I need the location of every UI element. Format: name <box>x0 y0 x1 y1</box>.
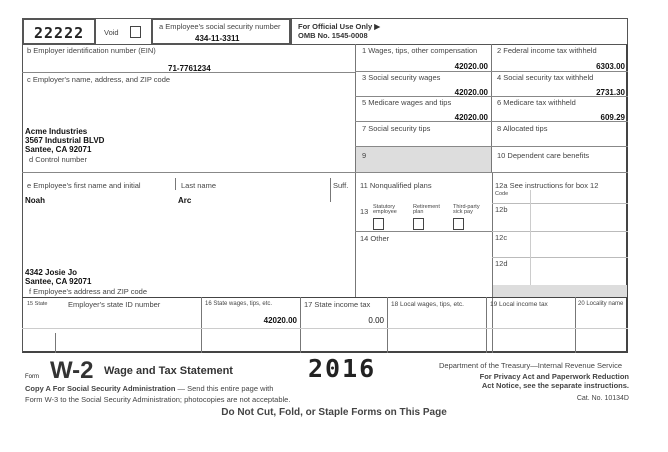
divider <box>201 297 202 353</box>
box7-label: 7 Social security tips <box>362 124 431 133</box>
box12-shaded <box>493 285 627 297</box>
box17-value[interactable]: 0.00 <box>368 316 384 325</box>
copy-a-label: Copy A For Social Security Administration <box>25 384 176 393</box>
box17-label: 17 State income tax <box>304 300 371 309</box>
divider <box>175 178 176 190</box>
box9-shaded <box>356 147 491 172</box>
do-not-cut-warning: Do Not Cut, Fold, or Staple Forms on This Page <box>221 407 447 418</box>
divider <box>491 44 492 172</box>
retirement-plan-label: Retirement plan <box>413 204 440 215</box>
employer-street[interactable]: 3567 Industrial BLVD <box>25 136 105 145</box>
official-use-label: For Official Use Only ▶ <box>298 22 381 31</box>
copy-a-text: — Send this entire page with <box>175 384 274 393</box>
box1-value[interactable]: 42020.00 <box>454 62 488 71</box>
employee-first-name[interactable]: Noah <box>25 196 45 205</box>
department-text: Department of the Treasury—Internal Revenue Service <box>439 361 623 370</box>
box14-label: 14 Other <box>360 234 390 243</box>
box3-label: 3 Social security wages <box>362 73 441 82</box>
box8-label: 8 Allocated tips <box>497 124 548 133</box>
divider <box>355 71 628 72</box>
employer-city[interactable]: Santee, CA 92071 <box>25 145 92 154</box>
ssn-value[interactable]: 434-11-3311 <box>195 34 240 43</box>
omb-number: OMB No. 1545-0008 <box>298 31 368 40</box>
form-code-box <box>22 18 96 45</box>
divider <box>55 333 56 353</box>
employee-last-name[interactable]: Arc <box>178 196 192 205</box>
divider <box>22 297 628 298</box>
employee-last-label: Last name <box>181 181 217 190</box>
box13-label: 13 <box>360 207 369 216</box>
form-code: 22222 <box>34 24 85 42</box>
form-word: Form <box>25 374 39 380</box>
privacy-notice-1: For Privacy Act and Paperwork Reduction <box>479 372 629 381</box>
state-id-label: Employer's state ID number <box>68 300 161 309</box>
divider <box>530 190 531 290</box>
divider <box>492 203 628 204</box>
box3-value[interactable]: 42020.00 <box>454 88 488 97</box>
box12a-label: 12a See instructions for box 12 <box>495 181 599 190</box>
divider <box>22 172 628 173</box>
box4-label: 4 Social security tax withheld <box>497 73 594 82</box>
divider <box>355 231 492 232</box>
box9-label: 9 <box>362 151 367 160</box>
divider <box>486 297 487 353</box>
void-checkbox[interactable] <box>130 26 141 38</box>
employee-first-label: e Employee's first name and initial <box>27 181 141 190</box>
statutory-employee-checkbox[interactable] <box>373 218 384 230</box>
void-label: Void <box>104 28 119 37</box>
divider <box>492 172 493 353</box>
employee-address-label: f Employee's address and ZIP code <box>29 287 148 296</box>
void-box <box>95 18 152 45</box>
box18-label: 18 Local wages, tips, etc. <box>391 301 464 308</box>
employee-city[interactable]: Santee, CA 92071 <box>25 277 92 286</box>
third-party-sick-pay-label: Third-party sick pay <box>453 204 480 215</box>
box2-label: 2 Federal income tax withheld <box>497 46 597 55</box>
box12b-label: 12b <box>495 205 508 214</box>
box15-label: 15 State <box>27 301 48 307</box>
divider <box>355 121 628 122</box>
divider <box>355 96 628 97</box>
retirement-plan-checkbox[interactable] <box>413 218 424 230</box>
box12c-label: 12c <box>495 233 508 242</box>
ein-label: b Employer identification number (EIN) <box>27 46 156 55</box>
box12d-label: 12d <box>495 259 508 268</box>
box19-label: 19 Local income tax <box>490 301 548 308</box>
box2-value[interactable]: 6303.00 <box>596 62 625 71</box>
catalog-number: Cat. No. 10134D <box>576 395 629 402</box>
divider <box>300 297 301 353</box>
box6-label: 6 Medicare tax withheld <box>497 98 576 107</box>
employer-name-label: c Employer's name, address, and ZIP code <box>27 75 171 84</box>
suffix-label: Suff. <box>333 181 349 190</box>
divider <box>492 257 628 258</box>
box16-value[interactable]: 42020.00 <box>263 316 297 325</box>
box5-label: 5 Medicare wages and tips <box>362 98 452 107</box>
official-use-box <box>291 18 628 45</box>
form-name: W-2 <box>50 357 94 384</box>
statutory-employee-label: Statutory employee <box>373 204 397 215</box>
divider <box>492 231 628 232</box>
divider <box>330 178 331 202</box>
copy-a-line2: Form W-3 to the Social Security Administration; photocopies are not acceptable. <box>25 395 291 404</box>
divider <box>575 297 576 353</box>
privacy-notice-2: Act Notice, see the separate instructions. <box>481 381 629 390</box>
divider <box>22 72 355 73</box>
box6-value[interactable]: 609.29 <box>600 113 625 122</box>
divider <box>387 297 388 353</box>
ssn-label: a Employee's social security number <box>159 22 281 31</box>
box16-label: 16 State wages, tips, etc. <box>205 301 273 307</box>
box10-label: 10 Dependent care benefits <box>497 151 590 160</box>
tax-year: 2016 <box>308 354 377 383</box>
box11-label: 11 Nonqualified plans <box>360 181 432 190</box>
box5-value[interactable]: 42020.00 <box>454 113 488 122</box>
employer-name[interactable]: Acme Industries <box>25 127 88 136</box>
divider <box>22 328 628 329</box>
third-party-sick-pay-checkbox[interactable] <box>453 218 464 230</box>
ssn-box <box>151 18 291 45</box>
form-title: Wage and Tax Statement <box>104 365 233 377</box>
box1-label: 1 Wages, tips, other compensation <box>362 46 478 55</box>
box4-value[interactable]: 2731.30 <box>596 88 625 97</box>
box20-label: 20 Locality name <box>578 301 624 307</box>
ein-value[interactable]: 71-7761234 <box>168 64 211 73</box>
code-label: Code <box>495 191 509 197</box>
control-number-label: d Control number <box>29 155 87 164</box>
employee-street[interactable]: 4342 Josie Jo <box>25 268 78 277</box>
